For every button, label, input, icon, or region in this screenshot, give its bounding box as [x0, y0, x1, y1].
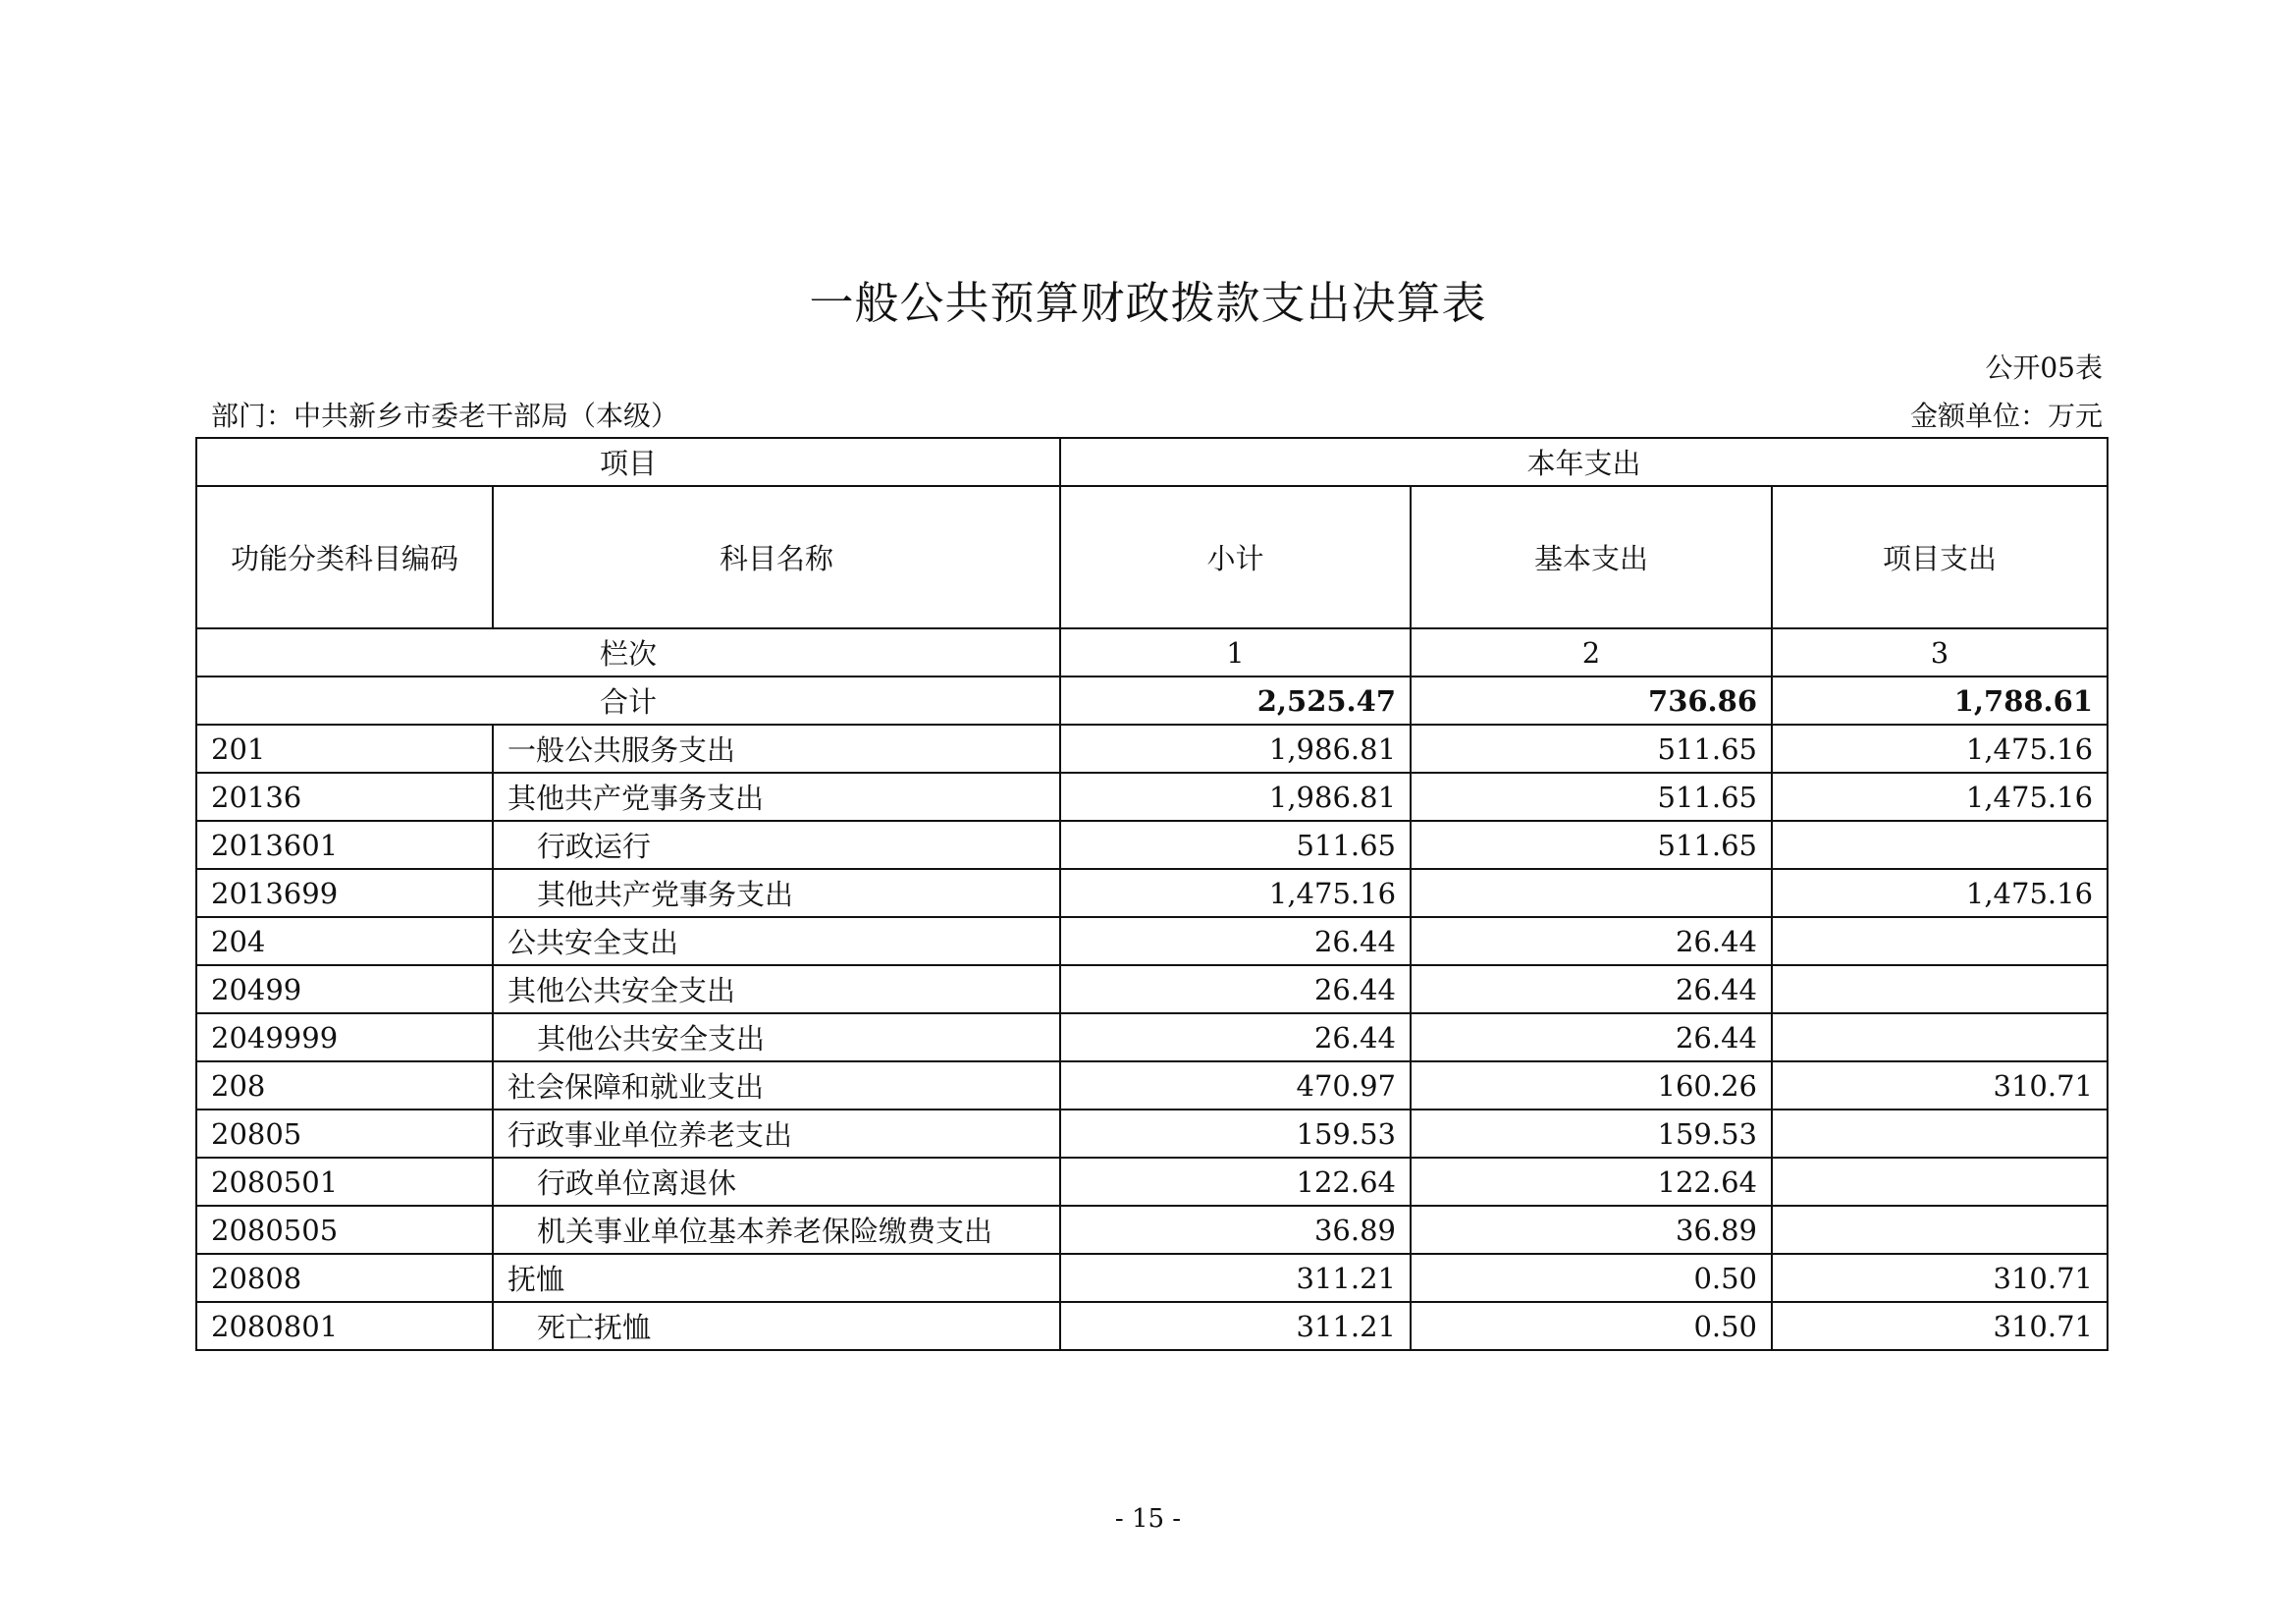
row-subtotal: 470.97 — [1060, 1061, 1411, 1110]
row-subtotal: 159.53 — [1060, 1110, 1411, 1158]
row-code: 20499 — [196, 965, 493, 1013]
column-index-row — [196, 628, 2108, 677]
row-subtotal: 1,986.81 — [1060, 773, 1411, 821]
table-row — [196, 773, 2108, 821]
row-code: 208 — [196, 1061, 493, 1110]
header-code: 功能分类科目编码 — [196, 486, 493, 628]
row-subtotal: 1,986.81 — [1060, 725, 1411, 773]
table-row — [196, 869, 2108, 917]
header-subtotal: 小计 — [1060, 486, 1411, 628]
row-code: 2013699 — [196, 869, 493, 917]
total-subtotal: 2,525.47 — [1060, 677, 1411, 725]
table-row — [196, 917, 2108, 965]
table-row — [196, 821, 2108, 869]
row-name: 社会保障和就业支出 — [493, 1061, 1060, 1110]
row-code: 201 — [196, 725, 493, 773]
total-row — [196, 677, 2108, 725]
row-project — [1772, 1206, 2108, 1254]
row-name: 行政单位离退休 — [493, 1158, 1060, 1206]
row-code: 2080505 — [196, 1206, 493, 1254]
row-subtotal: 122.64 — [1060, 1158, 1411, 1206]
total-label: 合计 — [196, 677, 1060, 725]
row-code: 20805 — [196, 1110, 493, 1158]
header-project-expense: 项目支出 — [1772, 486, 2108, 628]
row-basic: 36.89 — [1411, 1206, 1772, 1254]
header-row-1 — [196, 438, 2108, 486]
row-project: 310.71 — [1772, 1302, 2108, 1350]
table-row — [196, 1061, 2108, 1110]
row-code: 2080501 — [196, 1158, 493, 1206]
row-basic: 122.64 — [1411, 1158, 1772, 1206]
row-basic: 160.26 — [1411, 1061, 1772, 1110]
row-project — [1772, 1013, 2108, 1061]
table-row — [196, 965, 2108, 1013]
row-name: 其他共产党事务支出 — [493, 773, 1060, 821]
column-index-2: 2 — [1411, 628, 1772, 677]
row-project — [1772, 917, 2108, 965]
row-code: 20808 — [196, 1254, 493, 1302]
table-row — [196, 1302, 2108, 1350]
row-name: 抚恤 — [493, 1254, 1060, 1302]
column-index-label: 栏次 — [196, 628, 1060, 677]
row-project: 310.71 — [1772, 1254, 2108, 1302]
row-basic: 159.53 — [1411, 1110, 1772, 1158]
header-name: 科目名称 — [493, 486, 1060, 628]
header-project: 项目 — [196, 438, 1060, 486]
total-basic: 736.86 — [1411, 677, 1772, 725]
row-name: 行政事业单位养老支出 — [493, 1110, 1060, 1158]
row-basic: 26.44 — [1411, 965, 1772, 1013]
row-subtotal: 26.44 — [1060, 917, 1411, 965]
row-subtotal: 511.65 — [1060, 821, 1411, 869]
page-number: - 15 - — [1114, 1504, 1182, 1534]
column-index-1: 1 — [1060, 628, 1411, 677]
row-basic — [1411, 869, 1772, 917]
row-code: 2049999 — [196, 1013, 493, 1061]
row-subtotal: 1,475.16 — [1060, 869, 1411, 917]
row-subtotal: 311.21 — [1060, 1302, 1411, 1350]
header-basic: 基本支出 — [1411, 486, 1772, 628]
row-basic: 0.50 — [1411, 1302, 1772, 1350]
row-project — [1772, 1110, 2108, 1158]
department-label: 部门：中共新乡市委老干部局（本级） — [211, 400, 679, 432]
row-project: 1,475.16 — [1772, 773, 2108, 821]
row-subtotal: 26.44 — [1060, 965, 1411, 1013]
row-basic: 26.44 — [1411, 1013, 1772, 1061]
table-row — [196, 1158, 2108, 1206]
row-name: 其他公共安全支出 — [493, 965, 1060, 1013]
row-name: 公共安全支出 — [493, 917, 1060, 965]
row-code: 204 — [196, 917, 493, 965]
row-basic: 511.65 — [1411, 773, 1772, 821]
table-row — [196, 1110, 2108, 1158]
column-index-3: 3 — [1772, 628, 2108, 677]
row-subtotal: 26.44 — [1060, 1013, 1411, 1061]
row-subtotal: 311.21 — [1060, 1254, 1411, 1302]
row-basic: 511.65 — [1411, 821, 1772, 869]
row-code: 2080801 — [196, 1302, 493, 1350]
row-project — [1772, 1158, 2108, 1206]
budget-table — [195, 437, 2109, 1351]
row-name: 行政运行 — [493, 821, 1060, 869]
row-project: 1,475.16 — [1772, 725, 2108, 773]
row-name: 其他公共安全支出 — [493, 1013, 1060, 1061]
table-row — [196, 1013, 2108, 1061]
row-project — [1772, 821, 2108, 869]
page-title: 一般公共预算财政拨款支出决算表 — [809, 277, 1487, 329]
form-number: 公开05表 — [1985, 352, 2103, 384]
table-row — [196, 1254, 2108, 1302]
row-project — [1772, 965, 2108, 1013]
row-subtotal: 36.89 — [1060, 1206, 1411, 1254]
row-project: 1,475.16 — [1772, 869, 2108, 917]
row-project: 310.71 — [1772, 1061, 2108, 1110]
amount-unit-label: 金额单位：万元 — [1909, 400, 2103, 432]
row-name: 其他共产党事务支出 — [493, 869, 1060, 917]
row-name: 机关事业单位基本养老保险缴费支出 — [493, 1206, 1060, 1254]
total-project: 1,788.61 — [1772, 677, 2108, 725]
row-code: 20136 — [196, 773, 493, 821]
header-row-2 — [196, 486, 2108, 628]
row-basic: 511.65 — [1411, 725, 1772, 773]
row-name: 一般公共服务支出 — [493, 725, 1060, 773]
row-name: 死亡抚恤 — [493, 1302, 1060, 1350]
table-row — [196, 1206, 2108, 1254]
row-basic: 0.50 — [1411, 1254, 1772, 1302]
row-code: 2013601 — [196, 821, 493, 869]
row-basic: 26.44 — [1411, 917, 1772, 965]
table-row — [196, 725, 2108, 773]
header-current-year: 本年支出 — [1060, 438, 2108, 486]
